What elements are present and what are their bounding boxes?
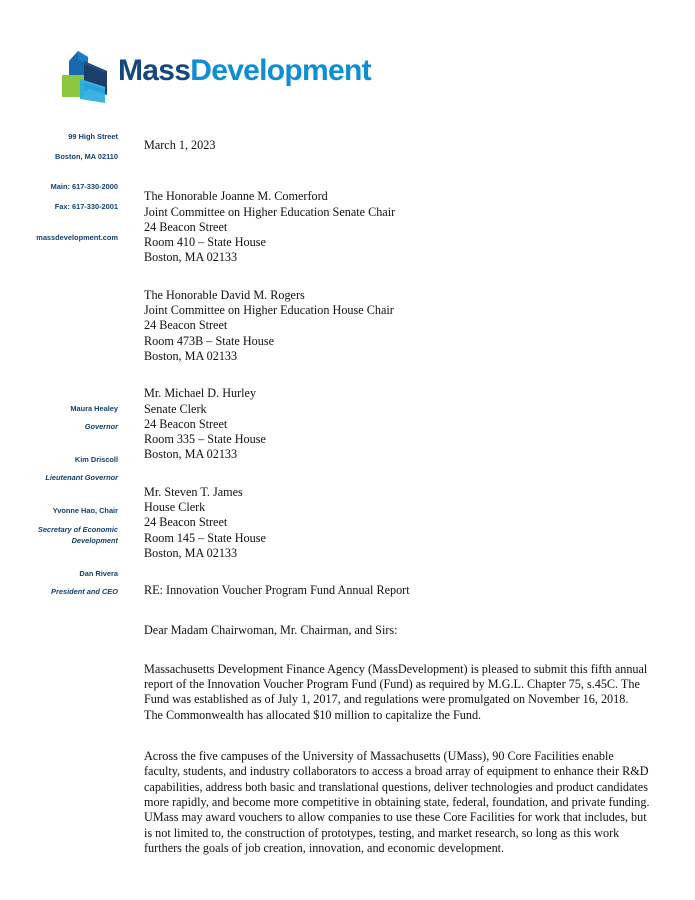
massdevelopment-blocks-icon	[60, 47, 116, 105]
recipient-city: Boston, MA 02133	[144, 250, 238, 265]
recipient-room: Room 410 – State House	[144, 235, 266, 250]
recipient-street: 24 Beacon Street	[144, 318, 228, 333]
recipient-street: 24 Beacon Street	[144, 219, 228, 234]
sidebar-officials-list	[18, 403, 118, 597]
sidebar-official	[18, 403, 118, 432]
official-name: Kim Driscoll	[74, 455, 118, 465]
sidebar-address	[18, 132, 118, 162]
recipient-address-block	[144, 386, 650, 462]
letter-paragraph: Massachusetts Development Finance Agency (MassDevelopment) is pleased to submit this fifth annual report of the Innovation Voucher Program Fund (Fund) as required by M.G.L. Chapter 75, s.45C. The Fund was established as of July 1, 2017, and regulations were promulgated on November 16, 2018. The Commonwealth has allocated $10 million to capitalize the Fund.	[144, 661, 648, 722]
sidebar-website-link[interactable]: massdevelopment.com	[36, 232, 118, 242]
recipient-street: 24 Beacon Street	[144, 515, 228, 530]
letter-paragraph: Across the five campuses of the University of Massachusetts (UMass), 90 Core Facilities enable faculty, students, and industry collaborators to access a broad array of equipment to enhance their R&D capabilities, address both basic and translational questions, deliver technologies and product candidates more rapidly, and become more competitive in obtaining state, federal, foundation, and private funding. UMass may award vouchers to allow companies to use these Core Facilities for work that includes, but is not limited to, the construction of prototypes, testing, and market research, so long as this work furthers the goals of job creation, innovation, and economic development.	[144, 749, 650, 855]
sidebar-website-group	[18, 233, 118, 244]
sidebar-phone-numbers	[18, 182, 118, 212]
sidebar-address-street: 99 High Street	[68, 132, 118, 141]
wordmark-development: Development	[190, 54, 371, 87]
recipient-city: Boston, MA 02133	[144, 348, 238, 363]
sidebar-fax-number: Fax: 617-330-2001	[54, 202, 118, 212]
recipient-name: Mr. Michael D. Hurley	[144, 386, 257, 401]
brand-wordmark	[118, 54, 371, 88]
sidebar-official	[18, 505, 118, 545]
recipient-room: Room 473B – State House	[144, 333, 274, 348]
recipient-room: Room 335 – State House	[144, 432, 266, 447]
recipient-name: Mr. Steven T. James	[144, 484, 243, 499]
sidebar-contact-info	[18, 132, 118, 264]
recipient-address-block	[144, 485, 650, 561]
recipient-title: Joint Committee on Higher Education House Chair	[144, 303, 394, 318]
recipient-name: The Honorable Joanne M. Comerford	[144, 189, 328, 204]
letter-date: March 1, 2023	[144, 138, 216, 152]
sidebar-official	[18, 454, 118, 483]
recipient-title: House Clerk	[144, 500, 206, 515]
sidebar-main-phone: Main: 617-330-2000	[50, 182, 118, 192]
recipient-address-block	[144, 288, 650, 364]
official-name: Dan Rivera	[79, 568, 118, 578]
recipient-address-block	[144, 189, 650, 265]
official-title: President and CEO	[51, 586, 118, 596]
recipient-title: Joint Committee on Higher Education Senate Chair	[144, 204, 396, 219]
letter-salutation: Dear Madam Chairwoman, Mr. Chairman, and Sirs:	[144, 622, 398, 637]
letter-body	[144, 138, 650, 882]
recipient-city: Boston, MA 02133	[144, 545, 238, 560]
brand-logo	[60, 47, 400, 109]
wordmark-mass: Mass	[118, 54, 191, 87]
official-title: Lieutenant Governor	[45, 473, 118, 483]
recipient-city: Boston, MA 02133	[144, 447, 238, 462]
official-name: Yvonne Hao, Chair	[52, 506, 118, 516]
recipient-room: Room 145 – State House	[144, 530, 266, 545]
official-title: Governor	[84, 422, 118, 432]
sidebar-address-city: Boston, MA 02110	[55, 151, 118, 161]
official-name: Maura Healey	[70, 404, 118, 413]
recipient-name: The Honorable David M. Rogers	[144, 287, 305, 302]
recipient-title: Senate Clerk	[144, 401, 207, 416]
recipient-street: 24 Beacon Street	[144, 416, 228, 431]
sidebar-official	[18, 568, 118, 597]
official-title: Secretary of Economic Development	[37, 524, 118, 545]
letter-subject-line: RE: Innovation Voucher Program Fund Annual Report	[144, 583, 410, 598]
